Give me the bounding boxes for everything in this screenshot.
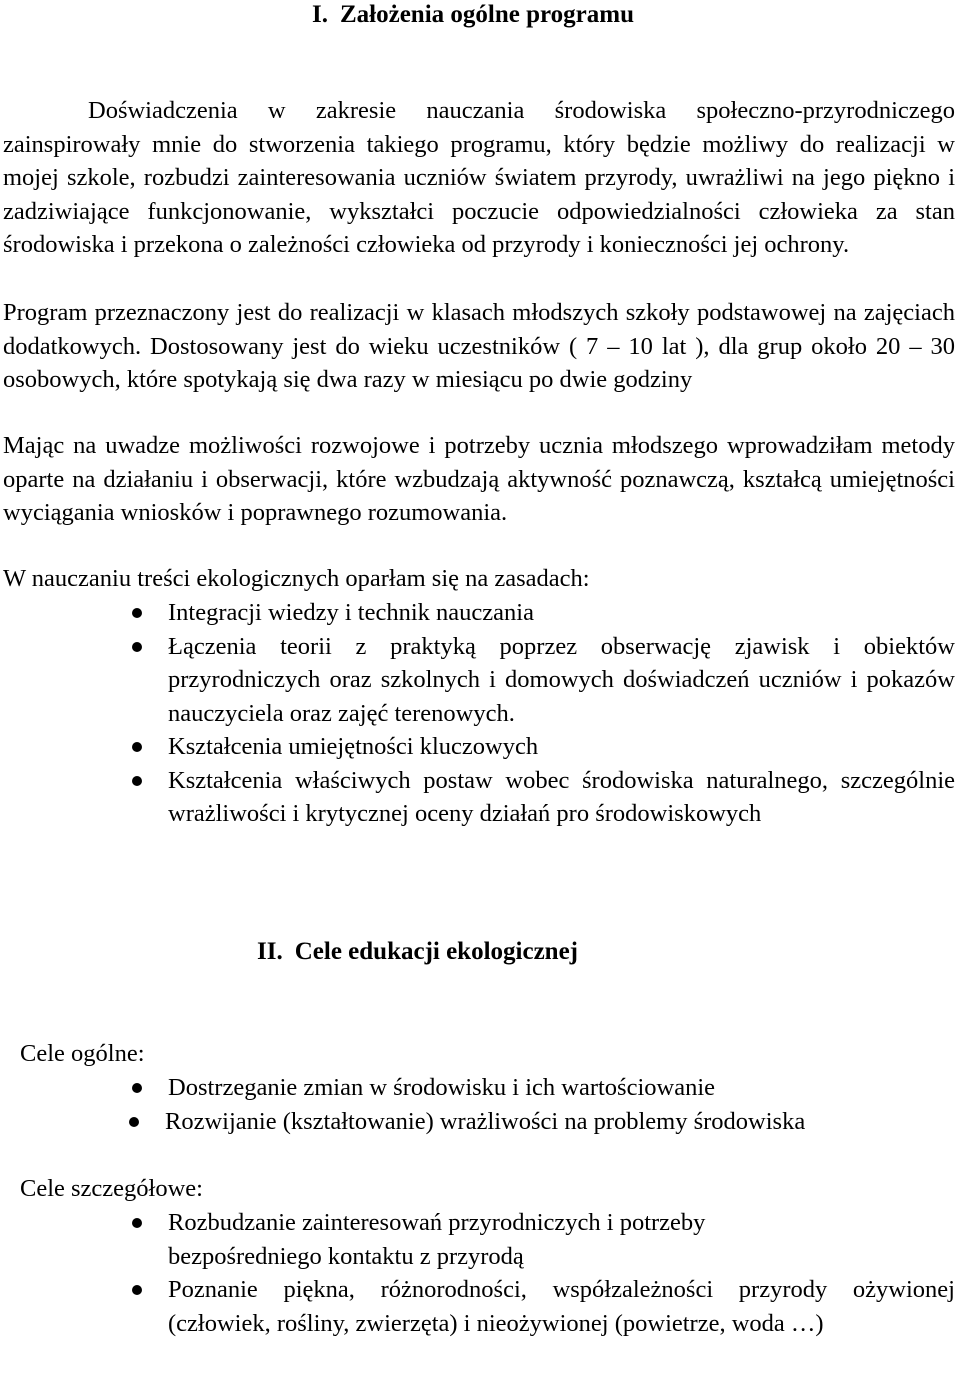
principles-list: [168, 596, 955, 831]
detailed-goals-label: Cele szczegółowe:: [20, 1175, 203, 1202]
bullet-icon: [132, 1071, 142, 1081]
intro-paragraph: Doświadczenia w zakresie nauczania środowiska społeczno-przyrodniczego zainspirowały mnie do stworzenia takiego programu, który będzie możliwy do realizacji w mojej szkole, rozbudzi zainteresowania uczniów światem przyrody, uwrażliwi na jego piękno i zadziwiające funkcjonowanie, wykształci poczucie odpowiedzialności człowieka za stan środowiska i przekona o zależności człowieka od przyrody i konieczności jej ochrony.: [3, 97, 955, 258]
list-item: [168, 764, 955, 831]
list-item-text: Łączenia teorii z praktyką poprzez obserwację zjawisk i obiektów przyrodniczych oraz szkolnych i domowych doświadczeń uczniów i pokazów nauczyciela oraz zajęć terenowych.: [168, 632, 955, 727]
list-item-text: Integracji wiedzy i technik nauczania: [168, 599, 534, 626]
list-item-text: Kształcenia umiejętności kluczowych: [168, 733, 539, 760]
principles-intro: W nauczaniu treści ekologicznych oparłam się na zasadach:: [3, 565, 590, 592]
list-item: [168, 596, 955, 630]
section-title: Cele edukacji ekologicznej: [294, 938, 578, 965]
list-item: [168, 1273, 955, 1340]
list-item-text: Kształcenia właściwych postaw wobec środowiska naturalnego, szczególnie wrażliwości i krytycznej oceny działań pro środowiskowych: [168, 766, 955, 827]
general-goals-label: Cele ogólne:: [20, 1040, 145, 1067]
general-goals-list: [165, 1071, 955, 1138]
list-item-text: Rozbudzanie zainteresowań przyrodniczych i potrzeby bezpośredniego kontaktu z przyrodą: [168, 1209, 706, 1270]
list-item: [168, 1071, 955, 1105]
section-title: Założenia ogólne programu: [339, 1, 634, 28]
list-item: [168, 1206, 955, 1273]
bullet-icon: [132, 764, 142, 774]
methods-paragraph: Mając na uwadze możliwości rozwojowe i potrzeby ucznia młodszego wprowadziłam metody oparte na działaniu i obserwacji, które wzbudzają aktywność poznawczą, kształcą umiejętności wyciągania wniosków i poprawnego rozumowania.: [3, 432, 955, 526]
list-item: [168, 630, 955, 731]
detailed-goals-list: [168, 1206, 955, 1340]
list-item: [165, 1105, 955, 1139]
bullet-icon: [132, 596, 142, 606]
section-heading-2: [257, 937, 578, 967]
bullet-icon: [132, 1206, 142, 1216]
list-item-text: Dostrzeganie zmian w środowisku i ich wartościowanie: [168, 1074, 716, 1101]
list-item-text: Poznanie piękna, różnorodności, współzależności przyrody ożywionej (człowiek, rośliny, zwierzęta) i nieożywionej (powietrze, woda …): [168, 1276, 955, 1337]
bullet-icon: [132, 1273, 142, 1283]
section-number: I.: [312, 1, 328, 28]
section-heading-1: [312, 0, 634, 30]
list-item-text: Rozwijanie (kształtowanie) wrażliwości na problemy środowiska: [165, 1107, 806, 1135]
bullet-icon: [129, 1105, 139, 1115]
bullet-icon: [132, 630, 142, 640]
program-paragraph: Program przeznaczony jest do realizacji w klasach młodszych szkoły podstawowej na zajęciach dodatkowych. Dostosowany jest do wieku uczestników ( 7 – 10 lat ), dla grup około 20 – 30 osobowych, które spotykają się dwa razy w miesiącu po dwie godziny: [3, 299, 955, 393]
bullet-icon: [132, 730, 142, 740]
list-item: [168, 730, 955, 764]
section-number: II.: [257, 938, 283, 965]
